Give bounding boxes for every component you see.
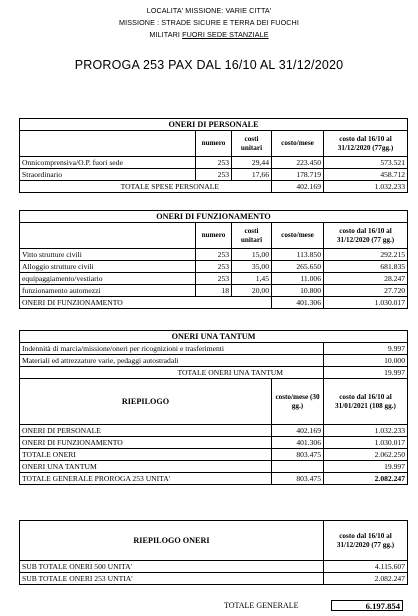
personale-col-costi: costi unitari	[232, 131, 272, 157]
row-mese: 11.006	[272, 273, 324, 285]
row-value: 9.997	[324, 343, 408, 355]
riepilogo-total-row	[20, 473, 408, 485]
riepilogo-oneri-col-periodo: costo dal 16/10 al 31/12/2020 (77 gg.)	[324, 521, 408, 561]
row-label: Straordinario	[20, 169, 196, 181]
table-row	[20, 285, 408, 297]
row-label: Alloggio strutture civili	[20, 261, 196, 273]
row-numero: 253	[196, 249, 232, 261]
row-label: ONERI DI PERSONALE	[20, 425, 272, 437]
total-label: TOTALE ONERI UNA TANTUM	[20, 367, 324, 379]
row-label: Vitto strutture civili	[20, 249, 196, 261]
tantum-table	[19, 330, 408, 379]
funzionamento-header-blank	[20, 223, 196, 249]
row-costi: 35,00	[232, 261, 272, 273]
row-mese: 113.850	[272, 249, 324, 261]
row-numero: 253	[196, 261, 232, 273]
tantum-section-title: ONERI UNA TANTUM	[20, 331, 408, 343]
riepilogo-col-mese: costo/mese (30 gg.)	[272, 379, 324, 425]
row-periodo: 681.835	[324, 261, 408, 273]
row-mese	[272, 461, 324, 473]
total-mese: 803.475	[272, 473, 324, 485]
total-periodo: 2.082.247	[324, 473, 408, 485]
total-value: 19.997	[324, 367, 408, 379]
row-periodo: 573.521	[324, 157, 408, 169]
funzionamento-col-numero: numero	[196, 223, 232, 249]
personale-header-blank	[20, 131, 196, 157]
row-mese: 402.169	[272, 425, 324, 437]
header-military-prefix: MILITARI	[149, 30, 183, 39]
row-periodo: 27.720	[324, 285, 408, 297]
total-mese: 402.169	[272, 181, 324, 193]
row-numero: 18	[196, 285, 232, 297]
table-row	[20, 355, 408, 367]
personale-total-row	[20, 181, 408, 193]
row-costi: 17,66	[232, 169, 272, 181]
row-label: SUB TOTALE ONERI 253 UNTIA'	[20, 573, 324, 585]
funzionamento-col-mese: costo/mese	[272, 223, 324, 249]
document-title: PROROGA 253 PAX DAL 16/10 AL 31/12/2020	[74, 58, 344, 72]
row-label: funzionamento automezzi	[20, 285, 196, 297]
row-label: ONERI UNA TANTUM	[20, 461, 272, 473]
row-periodo: 28.247	[324, 273, 408, 285]
row-label: Materiali ed attrezzature varie, pedaggi autostradali	[20, 355, 324, 367]
row-periodo: 19.997	[324, 461, 408, 473]
row-label: TOTALE ONERI	[20, 449, 272, 461]
row-label: Indennità di marcia/missione/oneri per ricognizioni e trasferimenti	[20, 343, 324, 355]
grand-total-value: 6.197.854	[331, 600, 403, 611]
total-periodo: 1.032.233	[324, 181, 408, 193]
header-mission: MISSIONE : STRADE SICURE E TERRA DEI FUOCHI	[119, 18, 299, 27]
row-periodo: 1.032.233	[324, 425, 408, 437]
table-row	[20, 343, 408, 355]
riepilogo-table	[19, 378, 408, 485]
funzionamento-section-title: ONERI DI FUNZIONAMENTO	[20, 211, 408, 223]
header-military	[0, 30, 418, 39]
row-label: Onnicomprensiva/O.P. fuori sede	[20, 157, 196, 169]
row-label: SUB TOTALE ONERI 500 UNITA'	[20, 561, 324, 573]
row-costi: 15,00	[232, 249, 272, 261]
tantum-total-row	[20, 367, 408, 379]
header-military-underlined: FUORI SEDE STANZIALE	[182, 30, 269, 39]
grand-total-label: TOTALE GENERALE	[224, 601, 299, 610]
table-row	[20, 573, 408, 585]
personale-col-periodo: costo dal 16/10 al 31/12/2020 (77gg.)	[324, 131, 408, 157]
row-mese: 265.650	[272, 261, 324, 273]
row-numero: 253	[196, 169, 232, 181]
table-row	[20, 261, 408, 273]
row-mese: 401.306	[272, 437, 324, 449]
total-mese: 401.306	[272, 297, 324, 309]
funzionamento-table	[19, 210, 408, 309]
table-row	[20, 273, 408, 285]
table-row	[20, 437, 408, 449]
personale-section-title: ONERI DI PERSONALE	[20, 119, 408, 131]
table-row	[20, 169, 408, 181]
table-row	[20, 425, 408, 437]
total-periodo: 1.030.017	[324, 297, 408, 309]
row-numero: 253	[196, 157, 232, 169]
row-mese: 803.475	[272, 449, 324, 461]
header-location: LOCALITA' MISSIONE: VARIE CITTA'	[146, 6, 272, 15]
table-row	[20, 157, 408, 169]
row-costi: 20,00	[232, 285, 272, 297]
funzionamento-col-costi: costi unitari	[232, 223, 272, 249]
funzionamento-total-row	[20, 297, 408, 309]
row-periodo: 458.712	[324, 169, 408, 181]
personale-col-numero: numero	[196, 131, 232, 157]
personale-col-mese: costo/mese	[272, 131, 324, 157]
row-periodo: 292.215	[324, 249, 408, 261]
row-periodo: 2.062.250	[324, 449, 408, 461]
table-row	[20, 461, 408, 473]
total-label: ONERI DI FUNZIONAMENTO	[20, 297, 272, 309]
total-label: TOTALE SPESE PERSONALE	[20, 181, 272, 193]
row-periodo: 1.030.017	[324, 437, 408, 449]
row-costi: 1,45	[232, 273, 272, 285]
row-numero: 253	[196, 273, 232, 285]
table-row	[20, 561, 408, 573]
row-mese: 10.800	[272, 285, 324, 297]
table-row	[20, 449, 408, 461]
riepilogo-col-periodo: costo dal 16/10 al 31/01/2021 (108 gg.)	[324, 379, 408, 425]
row-value: 4.115.607	[324, 561, 408, 573]
row-label: ONERI DI FUNZIONAMENTO	[20, 437, 272, 449]
row-mese: 178.719	[272, 169, 324, 181]
riepilogo-oneri-section-title: RIEPILOGO ONERI	[20, 521, 324, 561]
row-label: equipaggiamento/vestiario	[20, 273, 196, 285]
total-label: TOTALE GENERALE PROROGA 253 UNITA'	[20, 473, 272, 485]
row-mese: 223.450	[272, 157, 324, 169]
personale-table	[19, 118, 408, 193]
row-value: 10.000	[324, 355, 408, 367]
grand-total	[19, 600, 407, 612]
table-row	[20, 249, 408, 261]
riepilogo-section-title: RIEPILOGO	[20, 379, 272, 425]
row-costi: 29,44	[232, 157, 272, 169]
funzionamento-col-periodo: costo dal 16/10 al 31/12/2020 (77 gg.)	[324, 223, 408, 249]
row-value: 2.082.247	[324, 573, 408, 585]
riepilogo-oneri-table	[19, 520, 408, 585]
